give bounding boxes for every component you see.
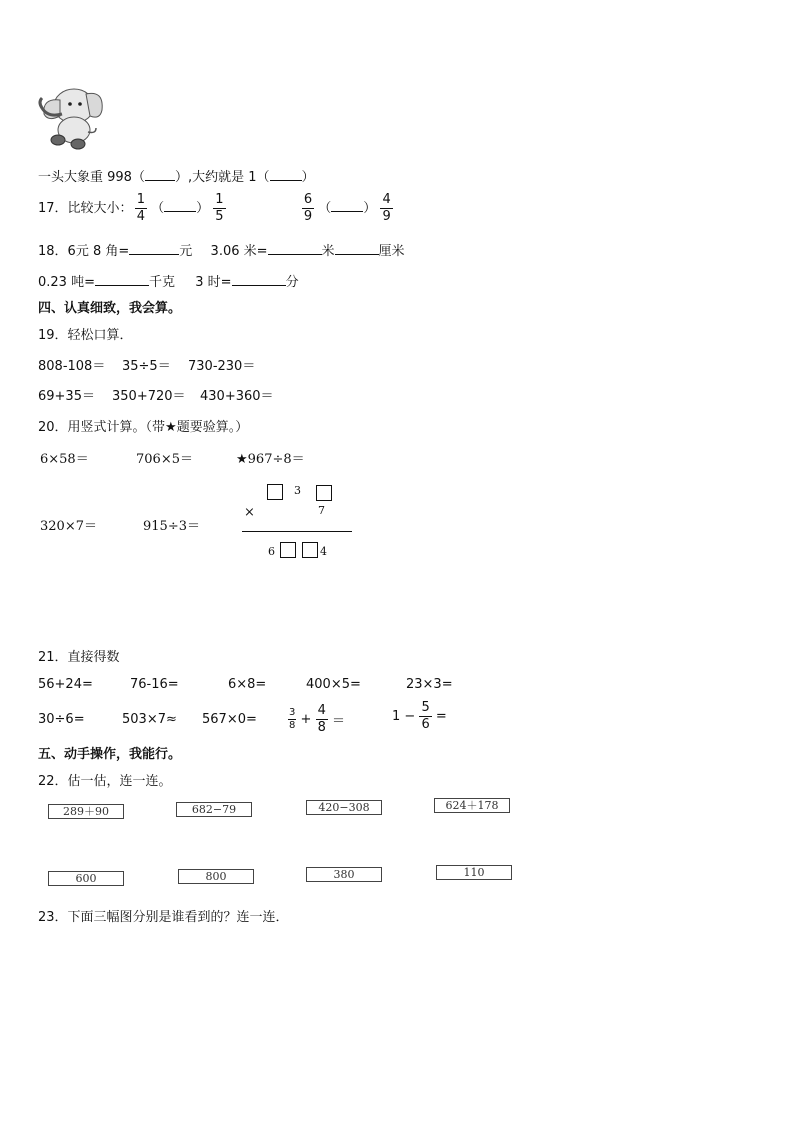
q21-r1-c2: 76-16=: [130, 677, 179, 692]
puzzle-times-sign: ×: [244, 505, 255, 520]
q17-close-1: ）: [196, 201, 210, 216]
q21-r1-c1: 56+24=: [38, 677, 93, 692]
q21-r2-c3: 567×0=: [202, 712, 257, 727]
q21-minus: −: [404, 709, 416, 724]
q21-subtract-expression: [392, 700, 447, 733]
puzzle-box-top-left[interactable]: [267, 484, 283, 500]
q19-r1-c3: 730-230＝: [188, 359, 256, 374]
q22-title: 22．估一估，连一连。: [38, 774, 172, 789]
q16-text-c: ）: [301, 170, 315, 185]
puzzle-top-digit: 3: [294, 484, 301, 497]
q17-fraction-4: $\frac{4}{9}$: [382, 192, 391, 224]
q19-r2-c1: 69+35＝: [38, 389, 95, 404]
q21-r1-c3: 6×8=: [228, 677, 267, 692]
puzzle-box-top-right[interactable]: [316, 485, 332, 501]
q17-fraction-2: $\frac{1}{5}$: [215, 192, 224, 224]
section-5-title: 五、动手操作，我能行。: [38, 747, 182, 762]
q21-eq-1: ＝: [331, 714, 345, 729]
q20-title: 20．用竖式计算。（带★题要验算。）: [38, 420, 249, 435]
q17-label: 17．比较大小：: [38, 201, 133, 216]
puzzle-box-result-2[interactable]: [302, 542, 318, 558]
q20-r1-c3: ★967÷8＝: [236, 452, 305, 467]
q17-fraction-1: $\frac{1}{4}$: [136, 192, 145, 224]
q18-blank-fen[interactable]: [232, 273, 286, 286]
q16-line: [38, 166, 315, 185]
q17-open-2: （: [318, 201, 332, 216]
q16-text-a: 一头大象重 998（: [38, 170, 145, 185]
puzzle-box-result-1[interactable]: [280, 542, 296, 558]
estimate-card-top-4[interactable]: 624＋178: [434, 798, 510, 813]
q21-r1-c4: 400×5=: [306, 677, 361, 692]
q21-r2-c2: 503×7≈: [122, 712, 177, 727]
q18-line-2: [38, 271, 299, 290]
puzzle-rule-line: [242, 531, 352, 532]
q20-r2-c1: 320×7＝: [40, 519, 97, 534]
q19-r1-c2: 35÷5＝: [122, 359, 171, 374]
estimate-card-top-3[interactable]: 420−308: [306, 800, 382, 815]
q17-line: [38, 192, 393, 225]
q21-whole: 1: [392, 709, 401, 724]
q18-text-1e: 厘米: [378, 244, 405, 259]
q18-blank-mi[interactable]: [268, 242, 322, 255]
estimate-card-top-2[interactable]: 682−79: [176, 802, 252, 817]
q18-text-1b: 元: [179, 244, 193, 259]
estimate-card-bottom-2[interactable]: 800: [178, 869, 254, 884]
q18-blank-limi[interactable]: [335, 242, 379, 255]
q21-r1-c5: 23×3=: [406, 677, 453, 692]
elephant-illustration: [34, 84, 106, 152]
estimate-card-bottom-1[interactable]: 600: [48, 871, 124, 886]
q18-text-1c: 3.06 米=: [210, 244, 268, 259]
q18-text-2d: 分: [285, 275, 299, 290]
q19-r2-c2: 350+720＝: [112, 389, 186, 404]
q19-r1-c1: 808-108＝: [38, 359, 106, 374]
q20-r1-c1: 6×58＝: [40, 452, 89, 467]
q16-blank-2[interactable]: [270, 168, 302, 181]
q17-blank-1[interactable]: [164, 199, 196, 212]
q20-r2-c2: 915÷3＝: [143, 519, 200, 534]
puzzle-result-last: 4: [320, 545, 327, 558]
puzzle-result-first: 6: [268, 545, 275, 558]
q18-text-2a: 0.23 吨=: [38, 275, 95, 290]
q17-open-1: （: [151, 201, 165, 216]
q19-r2-c3: 430+360＝: [200, 389, 274, 404]
q18-text-2c: 3 时=: [195, 275, 232, 290]
q18-text-2b: 千克: [148, 275, 175, 290]
estimate-card-bottom-4[interactable]: 110: [436, 865, 512, 880]
q18-line-1: [38, 240, 405, 259]
q21-frac-c: $\frac{5}{6}$: [421, 700, 430, 732]
q21-fraction-expression: [288, 703, 345, 736]
q17-fraction-3: $\frac{6}{9}$: [303, 192, 313, 224]
section-4-title: 四、认真细致，我会算。: [38, 301, 182, 316]
q18-blank-yuan[interactable]: [129, 242, 179, 255]
q21-plus: +: [300, 712, 312, 727]
q18-text-1a: 18．6元 8 角=: [38, 244, 130, 259]
q23-title: 23．下面三幅图分别是谁看到的？连一连．: [38, 910, 289, 925]
q21-frac-b: $\frac{4}{8}$: [317, 703, 326, 735]
estimate-card-top-1[interactable]: 289＋90: [48, 804, 124, 819]
q16-text-b: ）,大约就是 1（: [174, 170, 270, 185]
q21-title: 21．直接得数: [38, 650, 120, 665]
q21-frac-a: $\frac{3}{8}$: [289, 707, 296, 731]
puzzle-multiplier: 7: [318, 504, 325, 517]
q21-eq-2: =: [435, 709, 447, 724]
q16-blank-1[interactable]: [145, 168, 175, 181]
estimate-card-bottom-3[interactable]: 380: [306, 867, 382, 882]
q18-blank-qianke[interactable]: [95, 273, 149, 286]
q17-blank-2[interactable]: [331, 199, 363, 212]
q21-r2-c1: 30÷6=: [38, 712, 85, 727]
q17-close-2: ）: [363, 201, 377, 216]
q20-r1-c2: 706×5＝: [136, 452, 193, 467]
q19-title: 19．轻松口算．: [38, 328, 133, 343]
q18-text-1d: 米: [321, 244, 335, 259]
